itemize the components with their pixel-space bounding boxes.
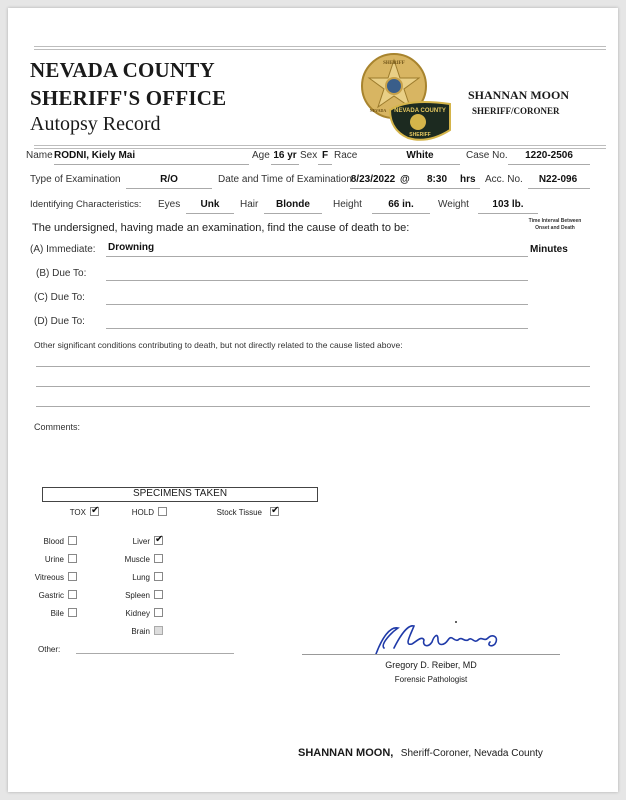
sex-value: F: [321, 150, 329, 161]
name-label: Name: [26, 150, 53, 161]
height-label: Height: [333, 199, 362, 210]
autopsy-record-page: [8, 8, 618, 792]
specimen-bile-checkbox[interactable]: [68, 608, 77, 617]
specimen-vitreous-label: Vitreous: [34, 573, 64, 582]
height-value: 66 in.: [388, 199, 414, 210]
eyes-value: Unk: [200, 199, 220, 210]
specimen-tox-label: TOX: [69, 508, 86, 517]
specimen-tox-checkbox[interactable]: [90, 507, 99, 516]
age-label: Age: [252, 150, 270, 161]
specimen-urine-label: Urine: [44, 555, 64, 564]
patch-text: NEVADA COUNTY: [394, 108, 446, 114]
sheriff-badge-logo: [358, 50, 456, 144]
exam-date-value: 8/23/2022: [350, 174, 396, 185]
specimens-title: SPECIMENS TAKEN: [42, 487, 318, 502]
specimen-vitreous-checkbox[interactable]: [68, 572, 77, 581]
specimen-lung-label: Lung: [132, 573, 150, 582]
identifying-characteristics-label: Identifying Characteristics:: [30, 199, 142, 210]
age-value: 16 yr: [273, 150, 297, 161]
hair-label: Hair: [240, 199, 259, 210]
acc-number-value: N22-096: [538, 174, 578, 185]
sheriff-title: SHERIFF/CORONER: [472, 106, 560, 116]
specimen-blood-label: Blood: [43, 537, 64, 546]
pathologist-name: Gregory D. Reiber, MD: [385, 660, 477, 670]
specimen-lung-checkbox[interactable]: [154, 572, 163, 581]
exam-type-label: Type of Examination: [30, 174, 121, 185]
cause-c-line: [106, 304, 528, 305]
specimen-other-label: Other:: [38, 645, 61, 654]
at-symbol: @: [400, 174, 410, 185]
patch-seal: [410, 114, 426, 130]
document-title: Autopsy Record: [30, 113, 161, 135]
specimen-spleen-checkbox[interactable]: [154, 590, 163, 599]
specimen-muscle-label: Muscle: [124, 555, 150, 564]
specimen-stock-tissue-checkbox[interactable]: [270, 507, 279, 516]
cause-d-line: [106, 328, 528, 329]
cause-a-label: (A) Immediate:: [30, 244, 96, 255]
patch-bottom-text: SHERIFF: [409, 132, 431, 138]
weight-label: Weight: [438, 199, 469, 210]
weight-value: 103 lb.: [492, 199, 524, 210]
exam-time-value: 8:30: [426, 174, 447, 185]
other-conditions-label: Other significant conditions contributing to death, but not directly related to the cause listed above:: [34, 340, 403, 350]
cause-intro: The undersigned, having made an examination, find the cause of death to be:: [32, 222, 410, 234]
cause-b-line: [106, 280, 528, 281]
name-value: RODNI, Kiely Mai: [54, 150, 136, 161]
footer-sheriff-title: Sheriff-Coroner, Nevada County: [400, 748, 543, 759]
time-interval-header-line2: Onset and Death: [535, 225, 575, 231]
cause-a-value: Drowning: [108, 242, 155, 253]
hrs-label: hrs: [460, 174, 476, 185]
star-badge-text: SHERIFF: [383, 61, 405, 66]
time-interval-header: [520, 218, 590, 232]
exam-type-value: R/O: [160, 174, 178, 185]
cause-d-label: (D) Due To:: [34, 316, 85, 327]
pathologist-title: Forensic Pathologist: [394, 675, 468, 684]
cause-b-label: (B) Due To:: [36, 268, 87, 279]
specimen-kidney-checkbox[interactable]: [154, 608, 163, 617]
footer: [298, 743, 543, 761]
specimen-brain-checkbox[interactable]: [154, 626, 163, 635]
header-bottom-rule: [34, 145, 606, 149]
specimen-urine-checkbox[interactable]: [68, 554, 77, 563]
specimen-bile-label: Bile: [50, 609, 64, 618]
other-conditions-line-3: [36, 406, 590, 407]
specimen-hold-checkbox[interactable]: [158, 507, 167, 516]
specimen-blood-checkbox[interactable]: [68, 536, 77, 545]
specimen-gastric-checkbox[interactable]: [68, 590, 77, 599]
acc-number-label: Acc. No.: [485, 174, 523, 185]
signature-line: [302, 654, 560, 655]
specimen-muscle-checkbox[interactable]: [154, 554, 163, 563]
race-value: White: [406, 150, 434, 161]
eyes-label: Eyes: [158, 199, 181, 210]
case-number-value: 1220-2506: [525, 150, 573, 161]
race-label: Race: [334, 150, 358, 161]
specimen-kidney-label: Kidney: [125, 609, 150, 618]
time-interval-header-line1: Time Interval Between: [528, 218, 582, 224]
specimen-brain-label: Brain: [131, 627, 150, 636]
exam-datetime-label: Date and Time of Examination: [218, 174, 352, 185]
cause-c-label: (C) Due To:: [34, 292, 85, 303]
office-title: SHERIFF'S OFFICE: [30, 86, 227, 110]
specimen-liver-checkbox[interactable]: [154, 536, 163, 545]
specimen-spleen-label: Spleen: [125, 591, 150, 600]
star-badge-seal: [386, 78, 402, 94]
header-top-rule: [34, 46, 606, 50]
county-title: NEVADA COUNTY: [30, 58, 215, 82]
sex-label: Sex: [300, 150, 318, 161]
sheriff-name: SHANNAN MOON: [468, 88, 569, 102]
other-conditions-line-2: [36, 386, 590, 387]
specimen-liver-label: Liver: [132, 537, 150, 546]
specimen-hold-label: HOLD: [131, 508, 154, 517]
other-conditions-line-1: [36, 366, 590, 367]
specimen-gastric-label: Gastric: [38, 591, 64, 600]
pathologist-signature: [368, 618, 518, 658]
case-number-label: Case No.: [466, 150, 508, 161]
cause-a-interval: Minutes: [530, 244, 568, 255]
specimen-stock-tissue-label: Stock Tissue: [216, 508, 262, 517]
comments-label: Comments:: [34, 422, 81, 432]
star-badge-bottom-text: NEVADA: [369, 108, 387, 113]
footer-sheriff-name: SHANNAN MOON,: [298, 747, 394, 759]
hair-value: Blonde: [276, 199, 310, 210]
specimen-other-line: [76, 653, 234, 654]
